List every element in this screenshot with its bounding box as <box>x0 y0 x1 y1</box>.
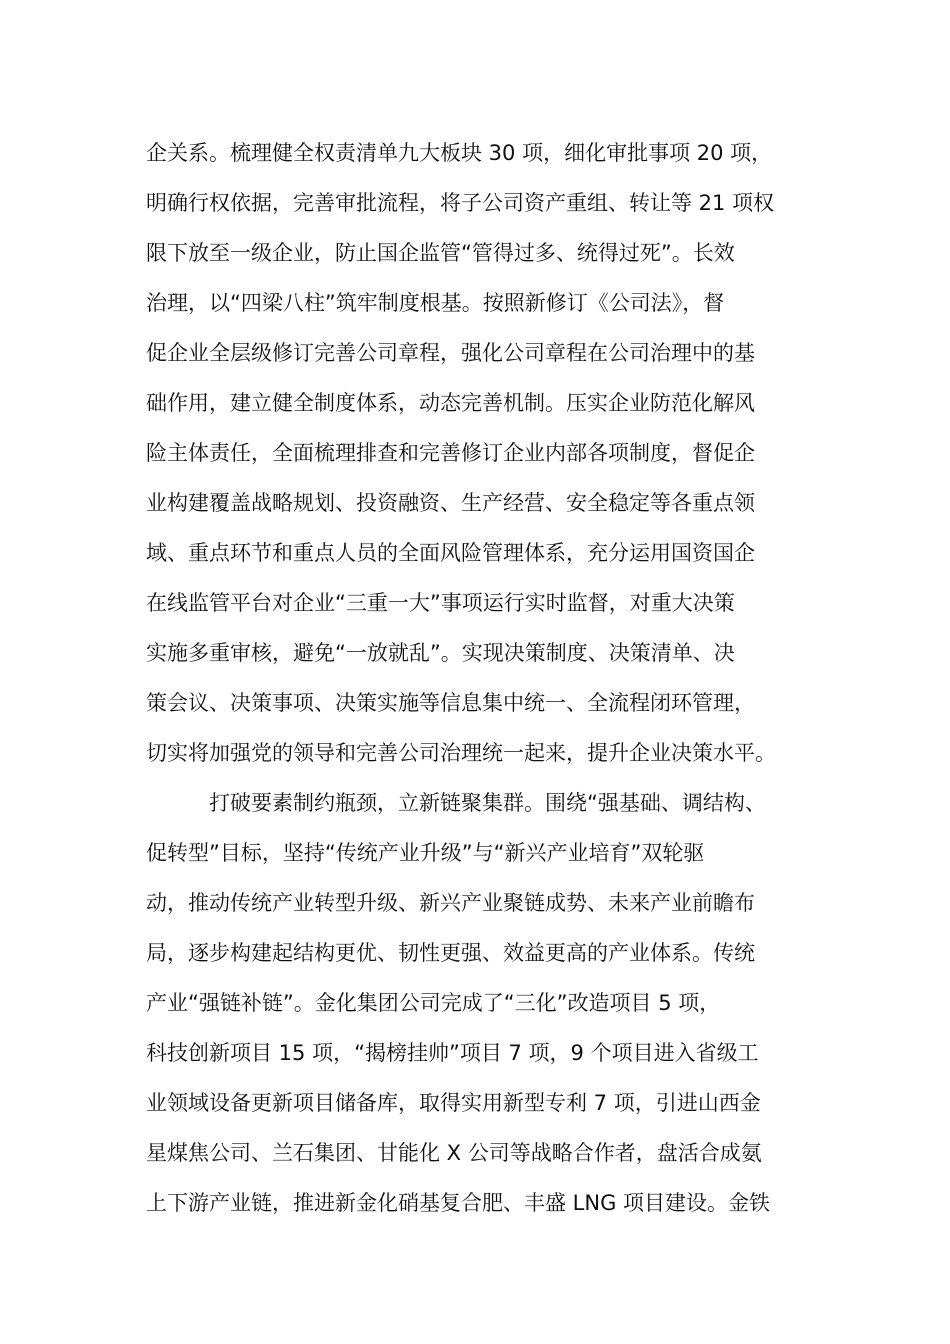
text-line: 业构建覆盖战略规划、投资融资、生产经营、安全稳定等各重点领 <box>146 491 755 515</box>
text-line: 明确行权依据，完善审批流程，将子公司资产重组、转让等 21 项权 <box>146 191 775 215</box>
paragraph-1 <box>146 128 826 778</box>
text-line: 实施多重审核，避免“一放就乱”。实现决策制度、决策清单、决 <box>146 641 735 665</box>
text-line: 局，逐步构建起结构更优、韧性更强、效益更高的产业体系。传统 <box>146 941 755 965</box>
text-line: 促转型”目标，坚持“传统产业升级”与“新兴产业培育”双轮驱 <box>146 841 705 865</box>
text-line: 策会议、决策事项、决策实施等信息集中统一、全流程闭环管理， <box>146 691 755 715</box>
text-line: 科技创新项目 15 项，“揭榜挂帅”项目 7 项，9 个项目进入省级工 <box>146 1041 759 1065</box>
paragraph-2 <box>146 778 826 1228</box>
text-line: 在线监管平台对企业“三重一大”事项运行实时监督，对重大决策 <box>146 591 735 615</box>
text-line: 础作用，建立健全制度体系，动态完善机制。压实企业防范化解风 <box>146 391 755 415</box>
text-line: 险主体责任，全面梳理排查和完善修订企业内部各项制度，督促企 <box>146 441 755 465</box>
text-line: 企关系。梳理健全权责清单九大板块 30 项，细化审批事项 20 项， <box>146 141 773 165</box>
text-line: 促企业全层级修订完善公司章程，强化公司章程在公司治理中的基 <box>146 341 755 365</box>
text-line: 上下游产业链，推进新金化硝基复合肥、丰盛 LNG 项目建设。金铁 <box>146 1191 771 1215</box>
text-line: 产业“强链补链”。金化集团公司完成了“三化”改造项目 5 项， <box>146 991 721 1015</box>
text-line: 域、重点环节和重点人员的全面风险管理体系，充分运用国资国企 <box>146 541 755 565</box>
text-line: 星煤焦公司、兰石集团、甘能化 X 公司等战略合作者，盘活合成氨 <box>146 1141 762 1165</box>
text-line: 业领域设备更新项目储备库，取得实用新型专利 7 项，引进山西金 <box>146 1091 761 1115</box>
text-line: 治理，以“四梁八柱”筑牢制度根基。按照新修订《公司法》，督 <box>146 291 725 315</box>
text-line: 动，推动传统产业转型升级、新兴产业聚链成势、未来产业前瞻布 <box>146 891 755 915</box>
body-text <box>146 128 826 1228</box>
text-line: 切实将加强党的领导和完善公司治理统一起来，提升企业决策水平。 <box>146 741 776 765</box>
text-line: 限下放至一级企业，防止国企监管“管得过多、统得过死”。长效 <box>146 241 735 265</box>
text-line: 打破要素制约瓶颈，立新链聚集群。围绕“强基础、调结构、 <box>209 791 766 815</box>
